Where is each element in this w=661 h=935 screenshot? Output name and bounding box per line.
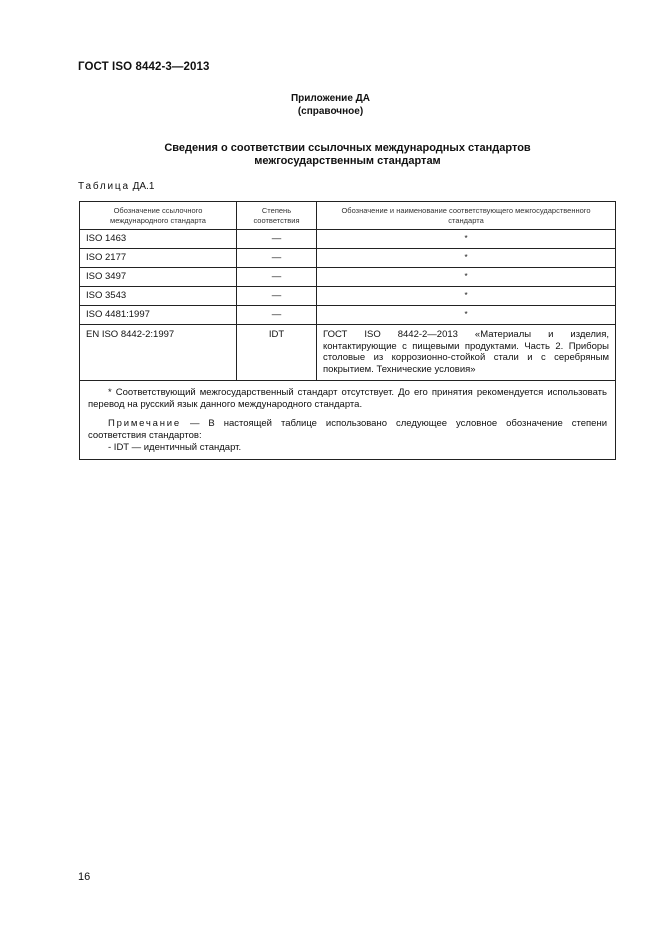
cell-standard: * xyxy=(317,249,616,268)
page-number: 16 xyxy=(78,871,91,883)
table-row xyxy=(80,325,616,381)
cell-degree: IDT xyxy=(237,325,317,381)
cell-degree: — xyxy=(237,306,317,325)
table-row xyxy=(80,268,616,287)
section-heading-line-2: межгосударственным стандартам xyxy=(254,155,441,167)
document-code: ГОСТ ISO 8442-3—2013 xyxy=(78,61,210,73)
appendix-title-block xyxy=(0,92,661,118)
correspondence-table xyxy=(79,201,616,460)
header-degree-of-correspondence: Степень соответствия xyxy=(237,202,317,230)
appendix-subtitle: (справочное) xyxy=(297,106,364,117)
cell-reference: ISO 3543 xyxy=(80,287,237,306)
section-heading xyxy=(60,142,635,168)
cell-degree: — xyxy=(237,287,317,306)
cell-reference: EN ISO 8442-2:1997 xyxy=(80,325,237,381)
cell-standard: * xyxy=(317,268,616,287)
header-interstate-standard: Обозначение и наименование соответствующего межгосударственного стандарта xyxy=(317,202,616,230)
table-note xyxy=(88,418,607,442)
note-item: - IDT — идентичный стандарт. xyxy=(108,442,242,453)
table-row xyxy=(80,249,616,268)
note-text: — В настоящей таблице использовано следующее условное обозначение степени соответствия стандартов: xyxy=(88,418,607,441)
cell-degree: — xyxy=(237,230,317,249)
table-footer-row xyxy=(80,381,616,460)
table-caption-label: Таблица xyxy=(78,181,130,192)
table-row xyxy=(80,287,616,306)
table-row xyxy=(80,306,616,325)
table-caption xyxy=(78,181,154,192)
table-caption-number: ДА.1 xyxy=(132,181,155,192)
cell-reference: ISO 4481:1997 xyxy=(80,306,237,325)
cell-degree: — xyxy=(237,249,317,268)
table-header-row xyxy=(80,202,616,230)
cell-standard: * xyxy=(317,287,616,306)
header-reference-standard: Обозначение ссылочного международного стандарта xyxy=(80,202,237,230)
note-label: Примечание xyxy=(108,418,181,429)
appendix-title: Приложение ДА xyxy=(290,93,371,104)
cell-degree: — xyxy=(237,268,317,287)
cell-standard: * xyxy=(317,230,616,249)
cell-reference: ISO 1463 xyxy=(80,230,237,249)
table-footer xyxy=(80,381,616,460)
table-footnote: * Соответствующий межгосударственный стандарт отсутствует. До его принятия рекомендуется использовать перевод на русский язык данного международного стандарта. xyxy=(88,387,607,410)
section-heading-line-1: Сведения о соответствии ссылочных международных стандартов xyxy=(164,142,531,154)
table-row xyxy=(80,230,616,249)
cell-standard: ГОСТ ISO 8442-2—2013 «Материалы и изделия, контактирующие с пищевыми продуктами. Часть 2. Приборы столовые из коррозионно-стойкой стали и с серебряным покрытием. Технические условия» xyxy=(317,325,616,381)
cell-standard: * xyxy=(317,306,616,325)
cell-reference: ISO 3497 xyxy=(80,268,237,287)
cell-reference: ISO 2177 xyxy=(80,249,237,268)
